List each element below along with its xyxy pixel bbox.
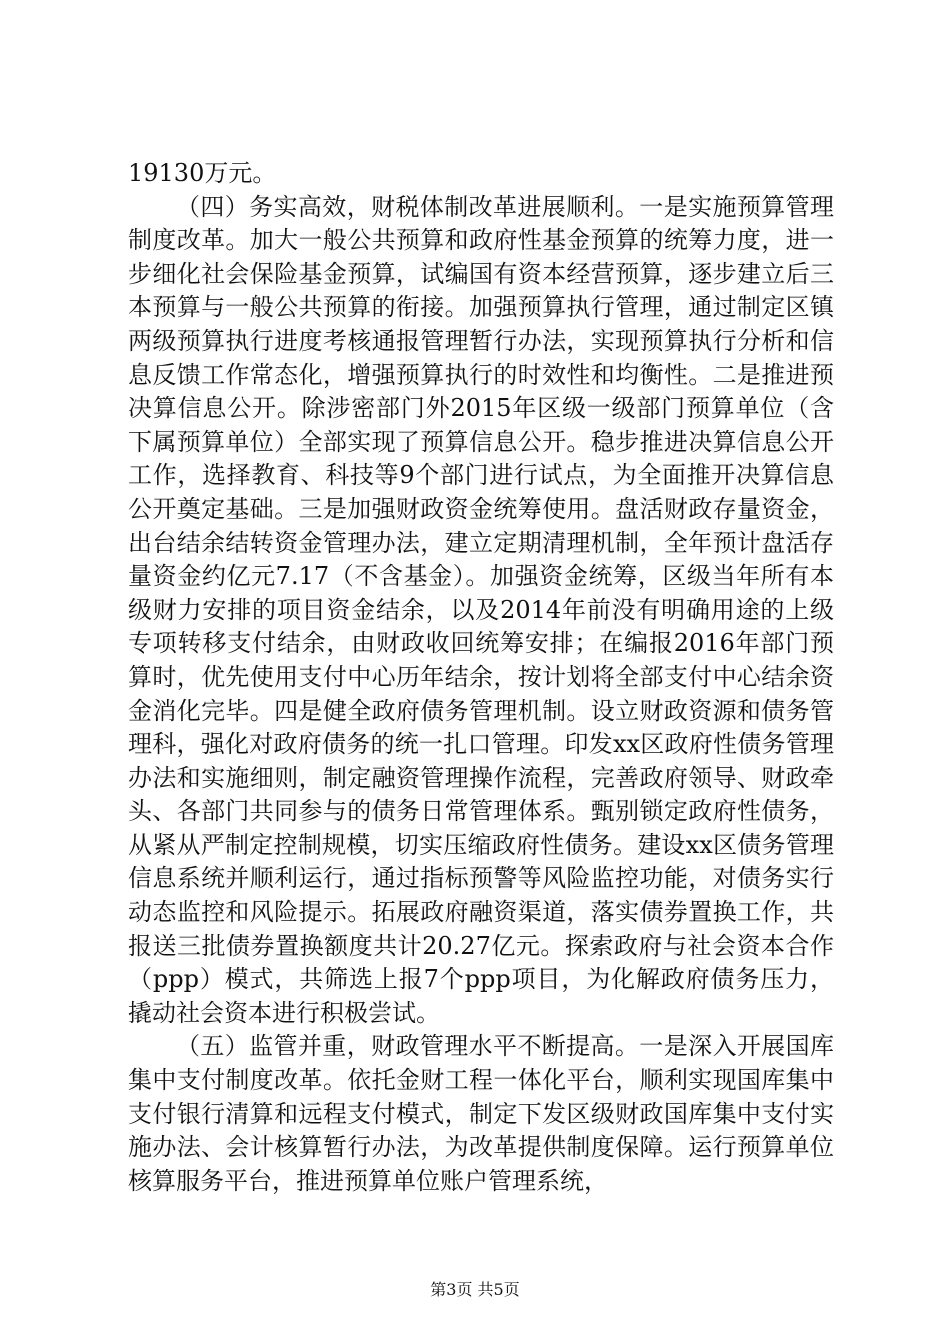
paragraph-section-four: （四）务实高效，财税体制改革进展顺利。一是实施预算管理制度改革。加大一般公共预算和政府性基金预算的统筹力度，进一步细化社会保险基金预算，试编国有资本经营预算，逐步建立后三本预算与一般公共预算的衔接。加强预算执行管理，通过制定区镇两级预算执行进度考核通报管理暂行办法，实现预算执行分析和信息反馈工作常态化，增强预算执行的时效性和均衡性。二是推进预决算信息公开。除涉密部门外2015年区级一级部门预算单位（含下属预算单位）全部实现了预算信息公开。稳步推进决算信息公开工作，选择教育、科技等9个部门进行试点，为全面推开决算信息公开奠定基础。三是加强财政资金统筹使用。盘活财政存量资金，出台结余结转资金管理办法，建立定期清理机制，全年预计盘活存量资金约亿元7.17（不含基金）。加强资金统筹，区级当年所有本级财力安排的项目资金结余，以及2014年前没有明确用途的上级专项转移支付结余，由财政收回统筹安排；在编报2016年部门预算时，优先使用支付中心历年结余，按计划将全部支付中心结余资金消化完毕。四是健全政府债务管理机制。设立财政资源和债务管理科，强化对政府债务的统一扎口管理。印发xx区政府性债务管理办法和实施细则，制定融资管理操作流程，完善政府领导、财政牵头、各部门共同参与的债务日常管理体系。甄别锁定政府性债务，从紧从严制定控制规模，切实压缩政府性债务。建设xx区债务管理信息系统并顺利运行，通过指标预警等风险监控功能，对债务实行动态监控和风险提示。拓展政府融资渠道，落实债券置换工作，共报送三批债券置换额度共计20.27亿元。探索政府与社会资本合作（ppp）模式，共筛选上报7个ppp项目，为化解政府债务压力，撬动社会资本进行积极尝试。 <box>128 192 834 1027</box>
paragraph-continuation: 19130万元。 <box>128 159 277 187</box>
document-body <box>128 157 834 1198</box>
paragraph-section-five: （五）监管并重，财政管理水平不断提高。一是深入开展国库集中支付制度改革。依托金财工程一体化平台，顺利实现国库集中支付银行清算和远程支付模式，制定下发区级财政国库集中支付实施办法、会计核算暂行办法，为改革提供制度保障。运行预算单位核算服务平台，推进预算单位账户管理系统， <box>128 1032 834 1195</box>
page-number-label: 第3页 共5页 <box>430 1280 520 1299</box>
page-footer <box>0 1279 950 1301</box>
